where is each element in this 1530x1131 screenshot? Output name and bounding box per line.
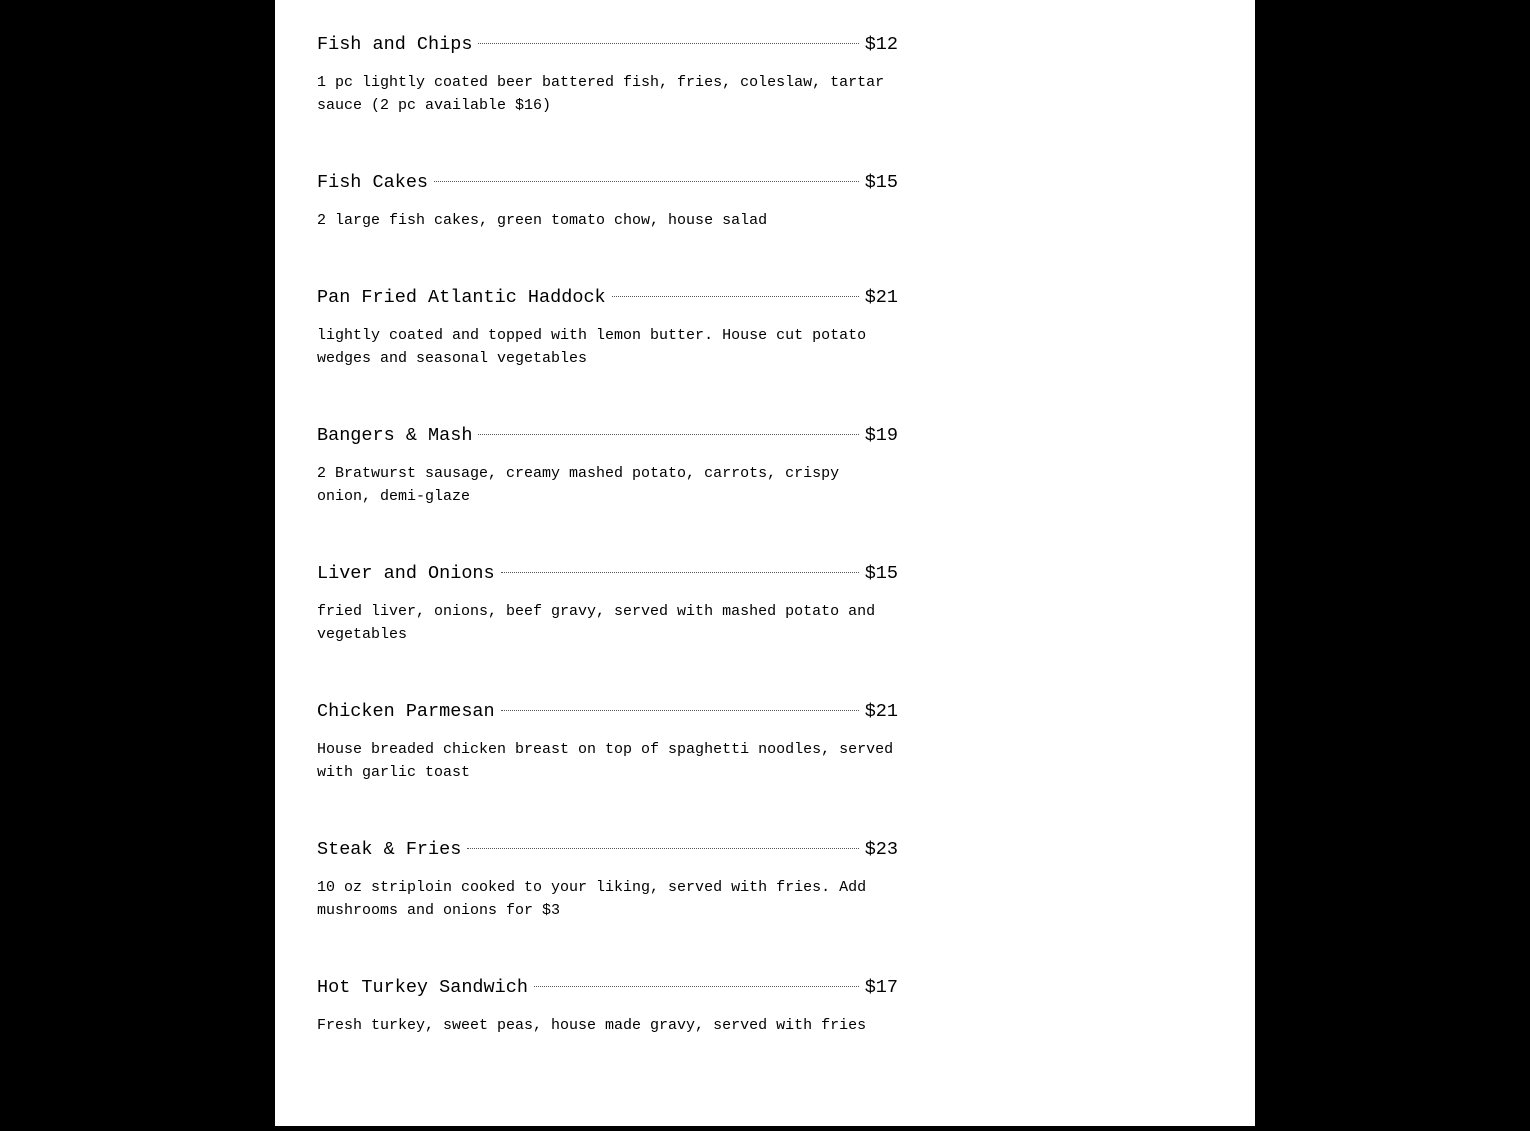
menu-item-price: $19: [864, 425, 898, 446]
menu-item-header: [317, 563, 898, 591]
menu-item-description: House breaded chicken breast on top of spaghetti noodles, served with garlic toast: [317, 741, 894, 781]
menu-item-name: Hot Turkey Sandwich: [317, 977, 528, 998]
menu-item: [317, 34, 898, 172]
dotted-leader: [501, 572, 859, 573]
menu-item: [317, 563, 898, 701]
dotted-leader: [501, 710, 859, 711]
menu-item: [317, 839, 898, 977]
menu-item: [317, 425, 898, 563]
menu-item-name: Steak & Fries: [317, 839, 462, 860]
menu-item-price: $15: [864, 172, 898, 193]
dotted-leader: [612, 296, 859, 297]
menu-item-price: $15: [864, 563, 898, 584]
menu-item-header: [317, 701, 898, 729]
menu-list: [317, 34, 898, 1092]
menu-page: [275, 0, 1255, 1126]
menu-item-description: fried liver, onions, beef gravy, served with mashed potato and vegetables: [317, 603, 876, 643]
menu-item-header: [317, 425, 898, 453]
menu-item: [317, 287, 898, 425]
menu-item-name: Fish Cakes: [317, 172, 429, 193]
dotted-leader: [467, 848, 858, 849]
menu-item-header: [317, 287, 898, 315]
menu-item-description: lightly coated and topped with lemon butter. House cut potato wedges and seasonal vegetables: [317, 327, 867, 367]
menu-item-description: Fresh turkey, sweet peas, house made gravy, served with fries: [317, 1017, 867, 1034]
menu-item-header: [317, 34, 898, 62]
menu-item-header: [317, 977, 898, 1005]
menu-item-price: $23: [864, 839, 898, 860]
menu-item-price: $17: [864, 977, 898, 998]
menu-item-header: [317, 172, 898, 200]
dotted-leader: [478, 434, 858, 435]
menu-item-header: [317, 839, 898, 867]
menu-item-description: 2 large fish cakes, green tomato chow, house salad: [317, 212, 768, 229]
menu-item: [317, 701, 898, 839]
menu-item-price: $21: [864, 701, 898, 722]
menu-item-name: Pan Fried Atlantic Haddock: [317, 287, 606, 308]
menu-item-price: $12: [864, 34, 898, 55]
menu-item-name: Fish and Chips: [317, 34, 473, 55]
menu-item-name: Bangers & Mash: [317, 425, 473, 446]
menu-item: [317, 977, 898, 1092]
menu-item-price: $21: [864, 287, 898, 308]
menu-item-description: 2 Bratwurst sausage, creamy mashed potato, carrots, crispy onion, demi-glaze: [317, 465, 840, 505]
menu-item-name: Chicken Parmesan: [317, 701, 495, 722]
dotted-leader: [478, 43, 858, 44]
menu-item: [317, 172, 898, 287]
dotted-leader: [434, 181, 859, 182]
menu-item-description: 1 pc lightly coated beer battered fish, fries, coleslaw, tartar sauce (2 pc available $16): [317, 74, 885, 114]
dotted-leader: [534, 986, 859, 987]
menu-item-name: Liver and Onions: [317, 563, 495, 584]
menu-item-description: 10 oz striploin cooked to your liking, served with fries. Add mushrooms and onions for $3: [317, 879, 867, 919]
